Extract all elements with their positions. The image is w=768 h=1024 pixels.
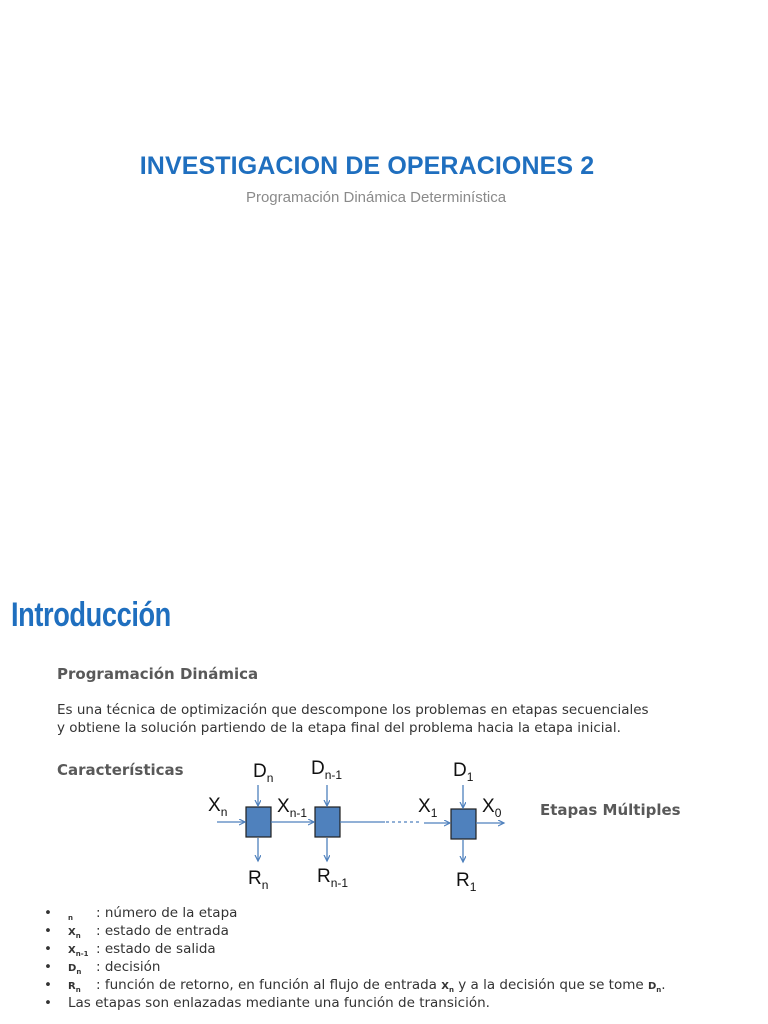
list-item: • $_n$ : número de la etapa	[44, 904, 666, 922]
symbol: $X_n$	[68, 927, 81, 940]
characteristics-heading: Características	[57, 761, 184, 779]
decision-label-1: $D_1$	[453, 760, 474, 784]
symbol: n	[68, 914, 73, 922]
description-line-1: Es una técnica de optimización que descompone los problemas en etapas secuenciales	[57, 702, 649, 718]
list-item: • Las etapas son enlazadas mediante una función de transición.	[44, 994, 666, 1012]
topic-heading: Programación Dinámica	[57, 665, 259, 683]
definitions-list	[44, 904, 666, 1012]
symbol: $R_n$	[68, 981, 81, 994]
decision-label-n: $D_n$	[253, 761, 274, 785]
inline-symbol-dn: $D_n$	[647, 981, 662, 994]
list-item: • $R_n$ : función de retorno, en función al flujo de entrada $X_n$ y a la decisión que se tome $D_n$.	[44, 976, 666, 994]
stage-box-1	[451, 809, 476, 839]
description-line-2: y obtiene la solución partiendo de la etapa final del problema hacia la etapa inicial.	[57, 720, 621, 736]
state-label-xn-1: $X_{n-1}$	[277, 796, 308, 820]
return-label-n: $R_n$	[248, 868, 269, 892]
list-item: • $D_n$ : decisión	[44, 958, 666, 976]
return-label-n-1: $R_{n-1}$	[317, 866, 349, 890]
stage-box-n	[246, 807, 271, 837]
list-item: • $X_{n-1}$ : estado de salida	[44, 940, 666, 958]
state-label-xn: $X_n$	[208, 795, 228, 819]
stage-box-n-1	[315, 807, 340, 837]
state-label-x1: $X_1$	[418, 796, 438, 820]
inline-symbol-xn: $X_n$	[441, 981, 454, 994]
symbol: $X_{n-1}$	[68, 945, 89, 958]
list-item: • $X_n$ : estado de entrada	[44, 922, 666, 940]
section-heading: Introducción	[11, 596, 171, 634]
document-subtitle: Programación Dinámica Determinística	[245, 189, 507, 206]
return-label-1: $R_1$	[456, 870, 477, 894]
document-title: INVESTIGACION DE OPERACIONES 2	[139, 152, 595, 180]
symbol: $D_n$	[68, 963, 82, 976]
decision-label-n-1: $D_{n-1}$	[311, 758, 343, 782]
multi-stage-label: Etapas Múltiples	[540, 801, 681, 819]
state-label-x0: $X_0$	[482, 796, 502, 820]
